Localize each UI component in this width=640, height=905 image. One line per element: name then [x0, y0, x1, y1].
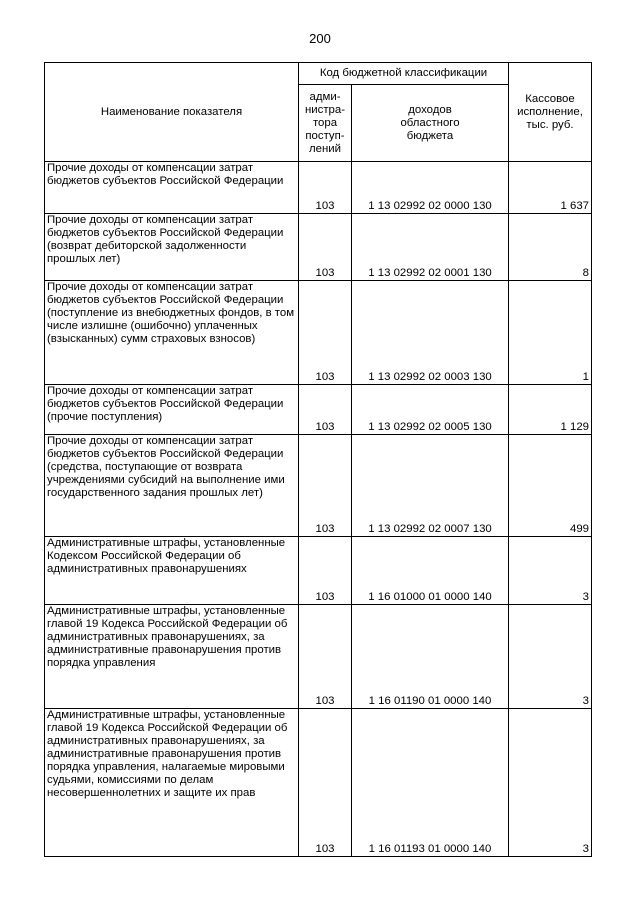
header-amount-text: Кассовое исполнение, тыс. руб. — [517, 92, 583, 131]
row-admin-code: 103 — [299, 281, 352, 385]
row-amount: 8 — [509, 214, 592, 281]
table-row — [45, 162, 592, 214]
row-amount: 3 — [509, 605, 592, 709]
row-income-code: 1 13 02992 02 0001 130 — [352, 214, 509, 281]
header-income-text: доходов областного бюджета — [400, 103, 460, 142]
table-row — [45, 537, 592, 605]
header-amount — [509, 63, 592, 162]
row-income-code: 1 16 01190 01 0000 140 — [352, 605, 509, 709]
row-amount: 1 637 — [509, 162, 592, 214]
row-amount: 1 — [509, 281, 592, 385]
row-income-code: 1 13 02992 02 0007 130 — [352, 435, 509, 537]
header-admin-text: адми- нистра- тора поступ- лений — [304, 90, 346, 155]
row-name: Прочие доходы от компенсации затрат бюджетов субъектов Российской Федерации (средства, поступающие от возврата учреждениями субсидий на выполнение ими государственного задания прошлых лет) — [45, 435, 299, 537]
header-name: Наименование показателя — [45, 63, 299, 162]
row-admin-code: 103 — [299, 435, 352, 537]
table-row — [45, 605, 592, 709]
row-income-code: 1 16 01193 01 0000 140 — [352, 709, 509, 857]
row-income-code: 1 13 02992 02 0005 130 — [352, 385, 509, 435]
row-admin-code: 103 — [299, 605, 352, 709]
row-amount: 499 — [509, 435, 592, 537]
table-row — [45, 709, 592, 857]
row-admin-code: 103 — [299, 537, 352, 605]
row-name: Прочие доходы от компенсации затрат бюджетов субъектов Российской Федерации (прочие поступления) — [45, 385, 299, 435]
budget-table — [44, 62, 592, 857]
row-amount: 1 129 — [509, 385, 592, 435]
row-name: Прочие доходы от компенсации затрат бюджетов субъектов Российской Федерации (поступление из внебюджетных фондов, в том числе излишне (ошибочно) уплаченных (взысканных) сумм страховых взносов) — [45, 281, 299, 385]
row-name: Прочие доходы от компенсации затрат бюджетов субъектов Российской Федерации (возврат дебиторской задолженности прошлых лет) — [45, 214, 299, 281]
table-body — [45, 162, 592, 857]
row-income-code: 1 13 02992 02 0000 130 — [352, 162, 509, 214]
row-name: Административные штрафы, установленные главой 19 Кодекса Российской Федерации об административных правонарушениях, за административные правонарушения против порядка управления, налагаемые мировыми судьями, комиссиями по делам несовершеннолетних и защите их прав — [45, 709, 299, 857]
row-admin-code: 103 — [299, 385, 352, 435]
header-income — [352, 85, 509, 162]
table-row — [45, 435, 592, 537]
row-income-code: 1 16 01000 01 0000 140 — [352, 537, 509, 605]
row-name: Прочие доходы от компенсации затрат бюджетов субъектов Российской Федерации — [45, 162, 299, 214]
page-number: 200 — [309, 31, 331, 46]
table-row — [45, 214, 592, 281]
row-amount: 3 — [509, 709, 592, 857]
header-code-group: Код бюджетной классификации — [299, 63, 509, 85]
row-admin-code: 103 — [299, 214, 352, 281]
row-name: Административные штрафы, установленные Кодексом Российской Федерации об административных правонарушениях — [45, 537, 299, 605]
table-row — [45, 281, 592, 385]
row-amount: 3 — [509, 537, 592, 605]
row-name: Административные штрафы, установленные главой 19 Кодекса Российской Федерации об административных правонарушениях, за административные правонарушения против порядка управления — [45, 605, 299, 709]
row-admin-code: 103 — [299, 162, 352, 214]
row-income-code: 1 13 02992 02 0003 130 — [352, 281, 509, 385]
table-row — [45, 385, 592, 435]
header-admin — [299, 85, 352, 162]
row-admin-code: 103 — [299, 709, 352, 857]
